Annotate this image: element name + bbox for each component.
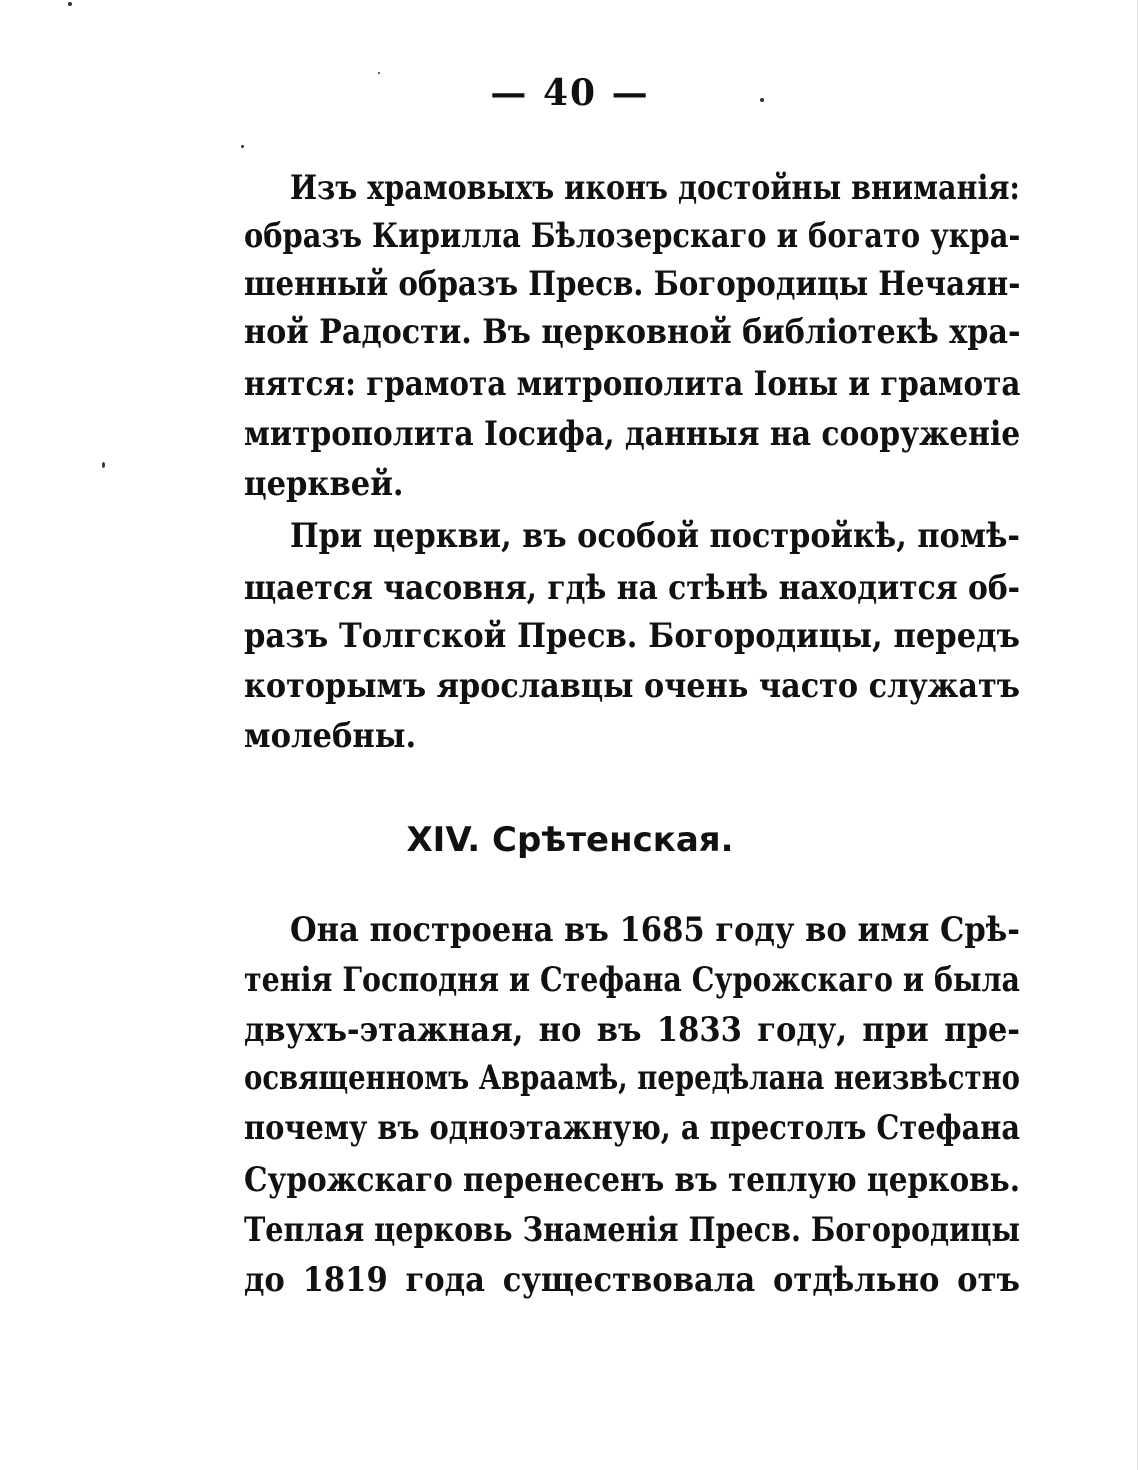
scan-speck bbox=[378, 72, 380, 74]
text-line: ной Радости. Въ церковной библіотекѣ хра- bbox=[244, 312, 1021, 352]
text-line: освященномъ Авраамѣ, передѣлана неизвѣстно bbox=[244, 1058, 1020, 1098]
text-line: Изъ храмовыхъ иконъ достойны вниманія: bbox=[290, 168, 1020, 208]
text-line: щается часовня, гдѣ на стѣнѣ находится об- bbox=[244, 568, 1021, 608]
text-line: двухъ-этажная, но въ 1833 году, при пре- bbox=[244, 1010, 1020, 1050]
scan-speck bbox=[68, 2, 72, 6]
text-line: Она построена въ 1685 году во имя Срѣ- bbox=[290, 910, 1020, 950]
text-line: При церкви, въ особой постройкѣ, помѣ- bbox=[290, 516, 1020, 556]
text-line: тенія Господня и Стефана Сурожскаго и была bbox=[244, 960, 1020, 1000]
text-line: Сурожскаго перенесенъ въ теплую церковь. bbox=[244, 1160, 1020, 1200]
text-line: митрополита Іосифа, данныя на сооруженіе bbox=[244, 414, 1021, 454]
scan-speck bbox=[760, 98, 764, 102]
text-line: нятся: грамота митрополита Іоны и грамота bbox=[244, 364, 1021, 404]
scan-speck bbox=[102, 462, 105, 468]
text-line: до 1819 года существовала отдѣльно отъ bbox=[244, 1260, 1020, 1300]
text-line: почему въ одноэтажную, а престолъ Стефана bbox=[244, 1108, 1021, 1148]
text-line: Теплая церковь Знаменія Пресв. Богородицы bbox=[244, 1210, 1021, 1250]
text-line: которымъ ярославцы очень часто служатъ bbox=[244, 666, 1020, 706]
scan-speck bbox=[241, 145, 244, 148]
section-heading: XIV. Срѣтенская. bbox=[406, 820, 734, 860]
text-line: разъ Толгской Пресв. Богородицы, передъ bbox=[244, 616, 1020, 656]
text-line: шенный образъ Пресв. Богородицы Нечаян- bbox=[244, 264, 1021, 304]
text-line: образъ Кирилла Бѣлозерскаго и богато укра- bbox=[244, 216, 1021, 256]
text-line: церквей. bbox=[244, 464, 404, 504]
page-edge bbox=[1137, 0, 1138, 1470]
page-number: — 40 — bbox=[490, 72, 650, 114]
text-line: молебны. bbox=[244, 716, 417, 756]
